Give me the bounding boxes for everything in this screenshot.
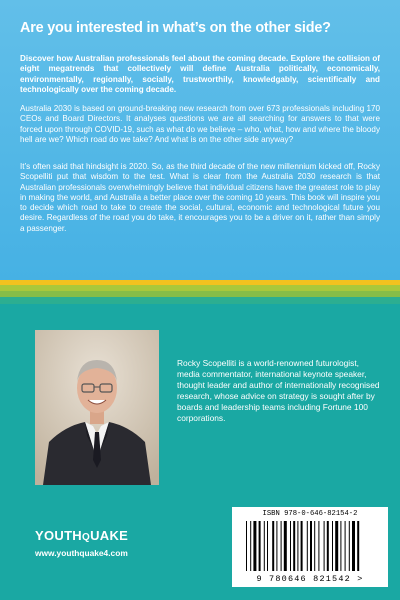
author-bio: Rocky Scopelliti is a world-renowned futurologist, media commentator, international keynote speaker, thought leader and author of internationally recognised research, whose advice on strategy is sought after by boards and leadership teams including Fortune 100 corporations. xyxy=(177,358,380,423)
barcode-digits: 9 780646 821542 > xyxy=(256,574,364,584)
publisher-website: www.youthquake4.com xyxy=(35,548,128,558)
teal-stripe xyxy=(0,304,400,310)
publisher-logo: YOUTHQUAKE xyxy=(35,528,129,543)
intro-paragraph: Discover how Australian professionals feel about the coming decade. Explore the collision of eight megatrends that collectively will define Australia politically, economically, environmentally, regionally, socially, trustworthily, knowledgably, scientifically and technologically over the coming decade. xyxy=(20,54,380,94)
research-paragraph: Australia 2030 is based on ground-breaking new research from over 673 professionals including 170 CEOs and Board Directors. It analyses questions we are all searching for answers to that were forced upon through COVID-19, such as what do we believe – who, what, how and where the bloody hell are we? Which road do we take? And what is on the other side anyway? xyxy=(20,104,380,144)
teal-green-stripe xyxy=(0,297,400,304)
headline: Are you interested in what’s on the other side? xyxy=(20,20,331,36)
isbn-label: ISBN 978-0-646-82154-2 xyxy=(262,510,358,518)
isbn-barcode xyxy=(232,507,388,587)
author-photo xyxy=(35,330,159,485)
hindsight-paragraph: It’s often said that hindsight is 2020. So, as the third decade of the new millennium kicked off, Rocky Scopelliti put that wisdom to the test. What is clear from the Australia 2030 research is that Australian professionals overwhelmingly believe that individual citizens have the greatest role to play in making the world, and Australia a better place over the coming 10 years. This book will inspire you to decide which road to take to create the social, cultural, economic and technological future you desire. Regardless of the road you do take, it encourages you to be a driver on it, rather than simply a passenger. xyxy=(20,162,380,233)
